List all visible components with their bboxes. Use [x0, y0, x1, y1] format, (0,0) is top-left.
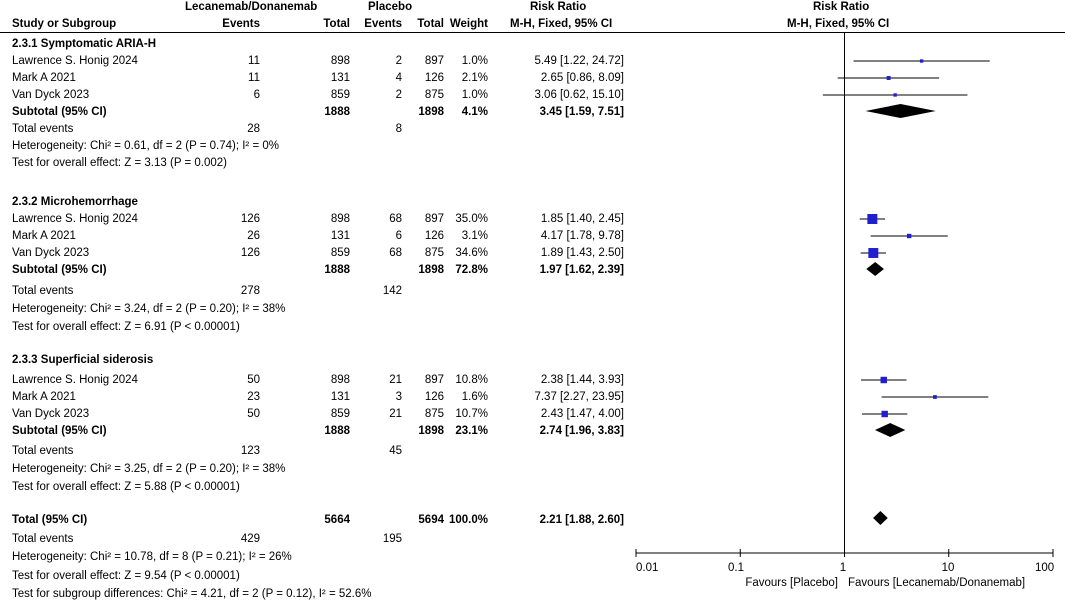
total-events-label: Total events — [12, 285, 74, 297]
subtotal-total1: 1888 — [324, 425, 350, 437]
weight: 10.7% — [455, 408, 488, 420]
events1: 126 — [240, 213, 260, 225]
total1: 898 — [330, 213, 350, 225]
total1: 131 — [330, 230, 350, 242]
effect-square — [907, 234, 911, 238]
weight: 1.0% — [461, 55, 488, 67]
total-events1: 28 — [247, 123, 260, 135]
subtotal-total1: 1888 — [324, 106, 350, 118]
weight: 1.0% — [461, 89, 488, 101]
overall-ci: 2.21 [1.88, 2.60] — [539, 514, 624, 526]
study-name: Van Dyck 2023 — [12, 89, 90, 101]
subgroup-title: 2.3.2 Microhemorrhage — [12, 196, 138, 208]
total1: 131 — [330, 391, 350, 403]
events2: 4 — [395, 72, 402, 84]
total1: 131 — [330, 72, 350, 84]
ci-text: 1.89 [1.43, 2.50] — [540, 247, 624, 259]
study-name: Van Dyck 2023 — [12, 408, 90, 420]
subtotal-ci: 1.97 [1.62, 2.39] — [539, 264, 624, 276]
study-name: Lawrence S. Honig 2024 — [12, 55, 138, 67]
overall-events2: 195 — [382, 533, 402, 545]
heterogeneity-text: Heterogeneity: Chi² = 0.61, df = 2 (P = 0.74); I² = 0% — [12, 140, 279, 152]
ci-text: 4.17 [1.78, 9.78] — [540, 230, 624, 242]
header-weight: Weight — [449, 18, 488, 30]
subtotal-total2: 1898 — [418, 264, 444, 276]
total2: 897 — [424, 55, 444, 67]
events1: 126 — [240, 247, 260, 259]
events2: 2 — [395, 55, 402, 67]
subgroup-title: 2.3.1 Symptomatic ARIA-H — [12, 38, 156, 50]
weight: 3.1% — [461, 230, 488, 242]
total-events1: 278 — [240, 285, 260, 297]
header-risk-ratio-right: Risk Ratio — [813, 1, 870, 13]
subtotal-diamond — [866, 262, 884, 276]
subtotal-weight: 4.1% — [461, 106, 488, 118]
total2: 897 — [424, 374, 444, 386]
events2: 68 — [389, 213, 402, 225]
study-name: Lawrence S. Honig 2024 — [12, 374, 138, 386]
study-name: Van Dyck 2023 — [12, 247, 90, 259]
events1: 23 — [247, 391, 260, 403]
total-events2: 45 — [389, 445, 402, 457]
total2: 126 — [424, 391, 444, 403]
subtotal-label: Subtotal (95% CI) — [12, 106, 107, 118]
total-events-label: Total events — [12, 123, 74, 135]
subtotal-weight: 23.1% — [455, 425, 488, 437]
events2: 68 — [389, 247, 402, 259]
ci-text: 2.38 [1.44, 3.93] — [540, 374, 624, 386]
overall-events1: 429 — [240, 533, 260, 545]
total2: 897 — [424, 213, 444, 225]
study-name: Mark A 2021 — [12, 391, 76, 403]
heterogeneity-text: Heterogeneity: Chi² = 3.25, df = 2 (P = 0.20); I² = 38% — [12, 463, 286, 475]
overall-total2: 5694 — [418, 514, 444, 526]
ci-text: 3.06 [0.62, 15.10] — [534, 89, 624, 101]
ci-text: 7.37 [2.27, 23.95] — [534, 391, 624, 403]
events1: 11 — [248, 72, 260, 84]
overall-effect-text: Test for overall effect: Z = 5.88 (P < 0.00001) — [12, 481, 240, 493]
total-events-label: Total events — [12, 445, 74, 457]
events2: 3 — [395, 391, 402, 403]
axis-tick-label: 10 — [941, 562, 955, 574]
axis-tick-label: 0.01 — [636, 562, 659, 574]
axis-tick-label: 1 — [839, 562, 847, 574]
events1: 11 — [248, 55, 260, 67]
subtotal-diamond — [875, 423, 905, 437]
heterogeneity-text: Heterogeneity: Chi² = 3.24, df = 2 (P = 0.20); I² = 38% — [12, 303, 286, 315]
header-risk-ratio-left: Risk Ratio — [530, 1, 587, 13]
ci-text: 5.49 [1.22, 24.72] — [534, 55, 624, 67]
weight: 10.8% — [455, 374, 488, 386]
events1: 6 — [253, 89, 260, 101]
subtotal-ci: 2.74 [1.96, 3.83] — [539, 425, 624, 437]
header-total1: Total — [323, 18, 350, 30]
total2: 875 — [424, 89, 444, 101]
events2: 21 — [389, 408, 402, 420]
weight: 1.6% — [461, 391, 488, 403]
effect-square — [933, 395, 937, 399]
weight: 2.1% — [461, 72, 488, 84]
ci-text: 2.43 [1.47, 4.00] — [540, 408, 624, 420]
overall-diamond — [873, 511, 888, 525]
effect-square — [868, 248, 878, 258]
header-method-left: M-H, Fixed, 95% CI — [510, 18, 613, 30]
overall-effect-text: Test for overall effect: Z = 9.54 (P < 0.00001) — [12, 570, 240, 582]
study-name: Lawrence S. Honig 2024 — [12, 213, 138, 225]
subtotal-total2: 1898 — [418, 425, 444, 437]
subtotal-total2: 1898 — [418, 106, 444, 118]
weight: 34.6% — [455, 247, 488, 259]
subtotal-label: Subtotal (95% CI) — [12, 264, 107, 276]
total1: 898 — [330, 55, 350, 67]
header-group2: Placebo — [368, 1, 413, 13]
overall-total-label: Total (95% CI) — [12, 514, 88, 526]
ci-text: 2.65 [0.86, 8.09] — [540, 72, 624, 84]
events1: 26 — [247, 230, 260, 242]
total1: 859 — [330, 89, 350, 101]
effect-square — [887, 76, 891, 80]
overall-effect-text: Test for overall effect: Z = 3.13 (P = 0.002) — [12, 157, 227, 169]
overall-weight: 100.0% — [448, 514, 488, 526]
effect-square — [893, 93, 896, 96]
favours-right-label: Favours [Lecanemab/Donanemab] — [848, 577, 1026, 589]
overall-effect-text: Test for overall effect: Z = 6.91 (P < 0.00001) — [12, 321, 240, 333]
overall-total1: 5664 — [324, 514, 350, 526]
events1: 50 — [247, 374, 260, 386]
effect-square — [867, 214, 877, 224]
subtotal-ci: 3.45 [1.59, 7.51] — [539, 106, 624, 118]
total-events2: 8 — [395, 123, 402, 135]
events2: 6 — [395, 230, 402, 242]
events2: 21 — [389, 374, 402, 386]
weight: 35.0% — [455, 213, 488, 225]
subgroup-differences-text: Test for subgroup differences: Chi² = 4.21, df = 2 (P = 0.12), I² = 52.6% — [12, 588, 372, 600]
header-study: Study or Subgroup — [12, 18, 117, 30]
effect-square — [881, 411, 887, 417]
ci-text: 1.85 [1.40, 2.45] — [540, 213, 624, 225]
effect-square — [881, 377, 887, 383]
overall-events-label: Total events — [12, 533, 74, 545]
total-events2: 142 — [382, 285, 402, 297]
axis-tick-label: 100 — [1035, 562, 1055, 574]
events2: 2 — [395, 89, 402, 101]
total-events1: 123 — [240, 445, 260, 457]
subtotal-total1: 1888 — [324, 264, 350, 276]
header-total2: Total — [417, 18, 444, 30]
effect-square — [920, 59, 923, 62]
header-events2: Events — [364, 18, 402, 30]
total2: 875 — [424, 408, 444, 420]
total1: 859 — [330, 247, 350, 259]
overall-heterogeneity-text: Heterogeneity: Chi² = 10.78, df = 8 (P = 0.21); I² = 26% — [12, 551, 292, 563]
study-name: Mark A 2021 — [12, 72, 76, 84]
total1: 859 — [330, 408, 350, 420]
study-name: Mark A 2021 — [12, 230, 76, 242]
header-group1: Lecanemab/Donanemab — [185, 1, 318, 13]
header-events1: Events — [222, 18, 260, 30]
subtotal-label: Subtotal (95% CI) — [12, 425, 107, 437]
subtotal-weight: 72.8% — [455, 264, 488, 276]
axis-tick-label: 0.1 — [728, 562, 744, 574]
total2: 875 — [424, 247, 444, 259]
total2: 126 — [424, 230, 444, 242]
subtotal-diamond — [865, 104, 935, 118]
total1: 898 — [330, 374, 350, 386]
header-method-right: M-H, Fixed, 95% CI — [787, 18, 890, 30]
total2: 126 — [424, 72, 444, 84]
favours-left-label: Favours [Placebo] — [745, 577, 838, 589]
events1: 50 — [247, 408, 260, 420]
subgroup-title: 2.3.3 Superficial siderosis — [12, 354, 154, 366]
